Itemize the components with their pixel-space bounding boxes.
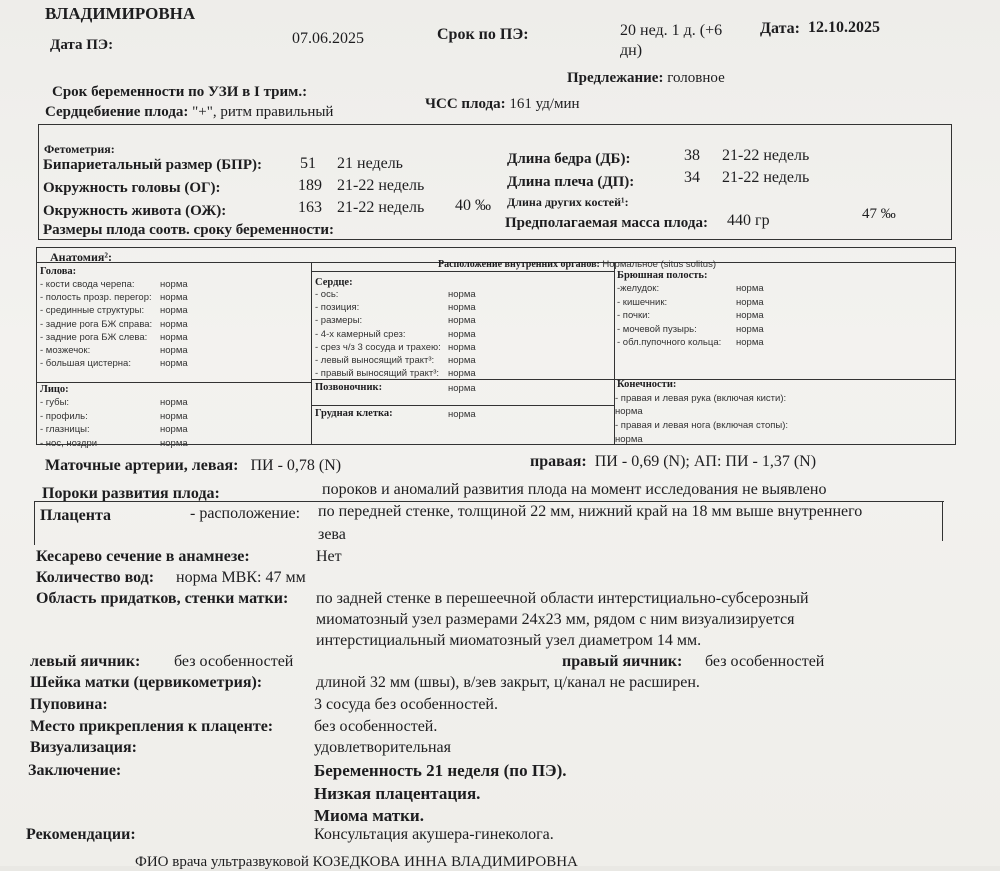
pe-date-label: Дата ПЭ:: [50, 37, 114, 53]
size-match-label: Размеры плода соотв. сроку беременности:: [43, 222, 335, 238]
anatomy-item-label: - кости свода черепа:: [40, 279, 135, 290]
placenta-sub-label: - расположение:: [190, 505, 301, 522]
adnexa-value-cont: миоматозный узел размерами 24х23 мм, рядом с ним визуализируется: [316, 611, 795, 628]
conclusion-value-cont: Миома матки.: [314, 806, 424, 825]
anatomy-item-value: норма: [736, 337, 764, 348]
adnexa-label: Область придатков, стенки матки:: [36, 590, 289, 607]
left-ovary-value: без особенностей: [174, 653, 294, 670]
cesarean-label: Кесарево сечение в анамнезе:: [36, 548, 250, 565]
heart-title: Сердце:: [315, 277, 353, 288]
anatomy-item-value: норма: [160, 437, 188, 449]
anatomy-item-value: норма: [160, 305, 188, 317]
anatomy-item-label: - обл.пупочного кольца:: [617, 337, 722, 348]
bpr-term: 21 недель: [337, 155, 403, 172]
arms-value: норма: [615, 406, 643, 417]
anatomy-item-value: норма: [448, 341, 476, 353]
anatomy-item-value: норма: [736, 310, 764, 321]
anatomy-item-value: норма: [448, 315, 476, 327]
anatomy-item-label: - задние рога БЖ слева:: [40, 331, 148, 343]
spine-value: норма: [448, 383, 476, 394]
patient-name: ВЛАДИМИРОВНА: [45, 4, 196, 23]
anatomy-item-value: норма: [160, 279, 188, 290]
anatomy-item-label: - глазницы:: [40, 424, 90, 435]
water-label: Количество вод:: [36, 569, 155, 586]
placenta-attachment-label: Место прикрепления к плаценте:: [30, 718, 274, 735]
face-title: Лицо:: [40, 384, 69, 395]
uterine-right-label: правая:: [530, 453, 587, 470]
db-term: 21-22 недель: [722, 147, 810, 164]
cervix-value: длиной 32 мм (швы), в/зев закрыт, ц/канал не расширен.: [316, 674, 700, 691]
anatomy-item-label: - почки:: [617, 310, 651, 321]
bpr-label: Бипариетальный размер (БПР):: [43, 157, 262, 173]
anatomy-item-label: -желудок:: [617, 283, 660, 294]
uterine-right-value: ПИ - 0,69 (N); АП: ПИ - 1,37 (N): [594, 453, 817, 470]
ozh-value: 163: [298, 199, 322, 216]
og-term: 21-22 недель: [337, 177, 425, 194]
anatomy-item-value: норма: [160, 358, 188, 370]
anatomy-item-label: - полость прозр. перегор:: [40, 292, 152, 304]
heartbeat-label: Сердцебиение плода:: [45, 104, 189, 120]
anatomy-item-value: норма: [448, 302, 476, 314]
anatomy-item-label: - срединные структуры:: [40, 305, 145, 317]
limbs-title: Конечности:: [617, 379, 677, 390]
anatomy-title: Анатомия²:: [50, 250, 112, 264]
malformations-value: пороков и аномалий развития плода на момент исследования не выявлено: [322, 481, 827, 498]
doctor-line: ФИО врача ультразвуковой КОЗЕДКОВА ИННА ВЛАДИМИРОВНА: [135, 854, 578, 870]
anatomy-item-value: норма: [736, 323, 764, 335]
anatomy-item-label: - профиль:: [40, 410, 88, 422]
anatomy-item-label: - правый выносящий тракт³:: [315, 368, 440, 380]
term-pe-value-cont: дн): [620, 42, 643, 59]
ozh-label: Окружность живота (ОЖ):: [43, 203, 227, 219]
other-bones-label: Длина других костей¹:: [507, 195, 629, 209]
anatomy-item-label: - мозжечок:: [40, 345, 91, 356]
weight-label: Предполагаемая масса плода:: [505, 215, 708, 231]
anatomy-item-label: - задние рога БЖ справа:: [40, 318, 153, 330]
malformations-label: Пороки развития плода:: [42, 485, 220, 502]
anatomy-item-value: норма: [160, 331, 188, 343]
uterine-left-label: Маточные артерии, левая:: [45, 457, 239, 474]
visualization-label: Визуализация:: [30, 739, 137, 756]
heartbeat-value: "+", ритм правильный: [192, 104, 334, 120]
placenta-attachment-value: без особенностей.: [314, 718, 438, 735]
left-ovary-label: левый яичник:: [30, 653, 141, 670]
anatomy-item-label: - большая цистерна:: [40, 358, 131, 370]
bpr-value: 51: [300, 155, 316, 172]
conclusion-label: Заключение:: [28, 762, 122, 779]
dp-value: 34: [684, 169, 700, 186]
anatomy-item-value: норма: [160, 397, 188, 408]
anatomy-item-label: - кишечник:: [617, 296, 668, 308]
recommendations-value: Консультация акушера-гинеколога.: [314, 826, 554, 843]
hr-value: 161 уд/мин: [509, 96, 580, 112]
db-value: 38: [684, 147, 700, 164]
hr-label: ЧСС плода:: [425, 96, 506, 112]
recommendations-label: Рекомендации:: [26, 826, 136, 843]
adnexa-value: по задней стенке в перешеечной области интерстициально-субсерозный: [316, 590, 809, 607]
og-value: 189: [298, 177, 322, 194]
anatomy-item-label: - 4-х камерный срез:: [315, 328, 406, 340]
right-ovary-label: правый яичник:: [562, 653, 683, 670]
fetometry-title: Фетометрия:: [44, 142, 115, 156]
anatomy-item-value: норма: [160, 318, 188, 330]
anatomy-item-label: - левый выносящий тракт³:: [315, 355, 435, 366]
visualization-value: удовлетворительная: [314, 739, 451, 756]
term-pe-value: 20 нед. 1 д. (+6: [620, 22, 723, 39]
uterine-left-value: ПИ - 0,78 (N): [250, 457, 342, 474]
anatomy-item-value: норма: [160, 410, 188, 422]
anatomy-item-label: - мочевой пузырь:: [617, 323, 697, 335]
anatomy-item-value: норма: [448, 355, 476, 366]
anatomy-item-label: - нос, ноздри: [40, 437, 98, 449]
legs-label: - правая и левая нога (включая стопы):: [615, 420, 789, 431]
placenta-label: Плацента: [40, 507, 112, 524]
dp-label: Длина плеча (ДП):: [507, 174, 635, 190]
anatomy-item-value: норма: [160, 292, 188, 304]
abdomen-title: Брюшная полость:: [617, 270, 708, 281]
date-label: Дата:: [760, 20, 800, 37]
anatomy-item-label: - срез ч/з 3 сосуда и трахею:: [315, 341, 441, 353]
anatomy-item-value: норма: [160, 345, 188, 356]
pe-date: 07.06.2025: [292, 30, 364, 47]
dp-term: 21-22 недель: [722, 169, 810, 186]
anatomy-item-value: норма: [448, 328, 476, 340]
placenta-value-cont: зева: [318, 526, 346, 543]
adnexa-value-cont: интерстициальный миоматозный узел диаметром 14 мм.: [316, 632, 702, 649]
conclusion-value-cont: Низкая плацентация.: [314, 784, 481, 803]
situs-label: Расположение внутренних органов:: [438, 259, 600, 270]
presentation-label: Предлежание:: [567, 70, 664, 86]
cervix-label: Шейка матки (цервикометрия):: [30, 674, 263, 691]
conclusion-value: Беременность 21 неделя (по ПЭ).: [314, 761, 567, 780]
ozh-percentile: 40 ‰: [455, 197, 491, 214]
term-pe-label: Срок по ПЭ:: [437, 26, 529, 43]
cord-label: Пуповина:: [30, 696, 108, 713]
anatomy-item-label: - позиция:: [315, 302, 360, 314]
anatomy-item-label: - ось:: [315, 289, 339, 300]
presentation-value: головное: [667, 70, 725, 86]
anatomy-item-value: норма: [448, 289, 476, 300]
weight-percentile: 47 ‰: [862, 206, 896, 222]
spine-label: Позвоночник:: [315, 382, 383, 393]
head-title: Голова:: [40, 266, 77, 277]
term-us-label: Срок беременности по УЗИ в I трим.:: [52, 84, 308, 100]
chest-label: Грудная клетка:: [315, 408, 393, 419]
cord-value: 3 сосуда без особенностей.: [314, 696, 498, 713]
anatomy-item-value: норма: [736, 283, 764, 294]
anatomy-item-value: норма: [160, 424, 188, 435]
og-label: Окружность головы (ОГ):: [43, 180, 221, 196]
db-label: Длина бедра (ДБ):: [507, 151, 631, 167]
situs-value: Нормальное (situs solitus): [602, 259, 717, 270]
ozh-term: 21-22 недель: [337, 199, 425, 216]
anatomy-item-label: - размеры:: [315, 315, 363, 327]
anatomy-item-value: норма: [448, 368, 476, 380]
water-value: норма МВК: 47 мм: [176, 569, 306, 586]
anatomy-item-label: - губы:: [40, 397, 70, 408]
anatomy-item-value: норма: [736, 296, 764, 308]
right-ovary-value: без особенностей: [705, 653, 825, 670]
cesarean-value: Нет: [316, 548, 342, 565]
legs-value: норма: [615, 434, 643, 445]
arms-label: - правая и левая рука (включая кисти):: [615, 393, 787, 404]
weight-value: 440 гр: [727, 212, 770, 229]
date-value: 12.10.2025: [808, 19, 880, 36]
placenta-value: по передней стенке, толщиной 22 мм, нижний край на 18 мм выше внутреннего: [318, 503, 863, 520]
chest-value: норма: [448, 409, 476, 420]
